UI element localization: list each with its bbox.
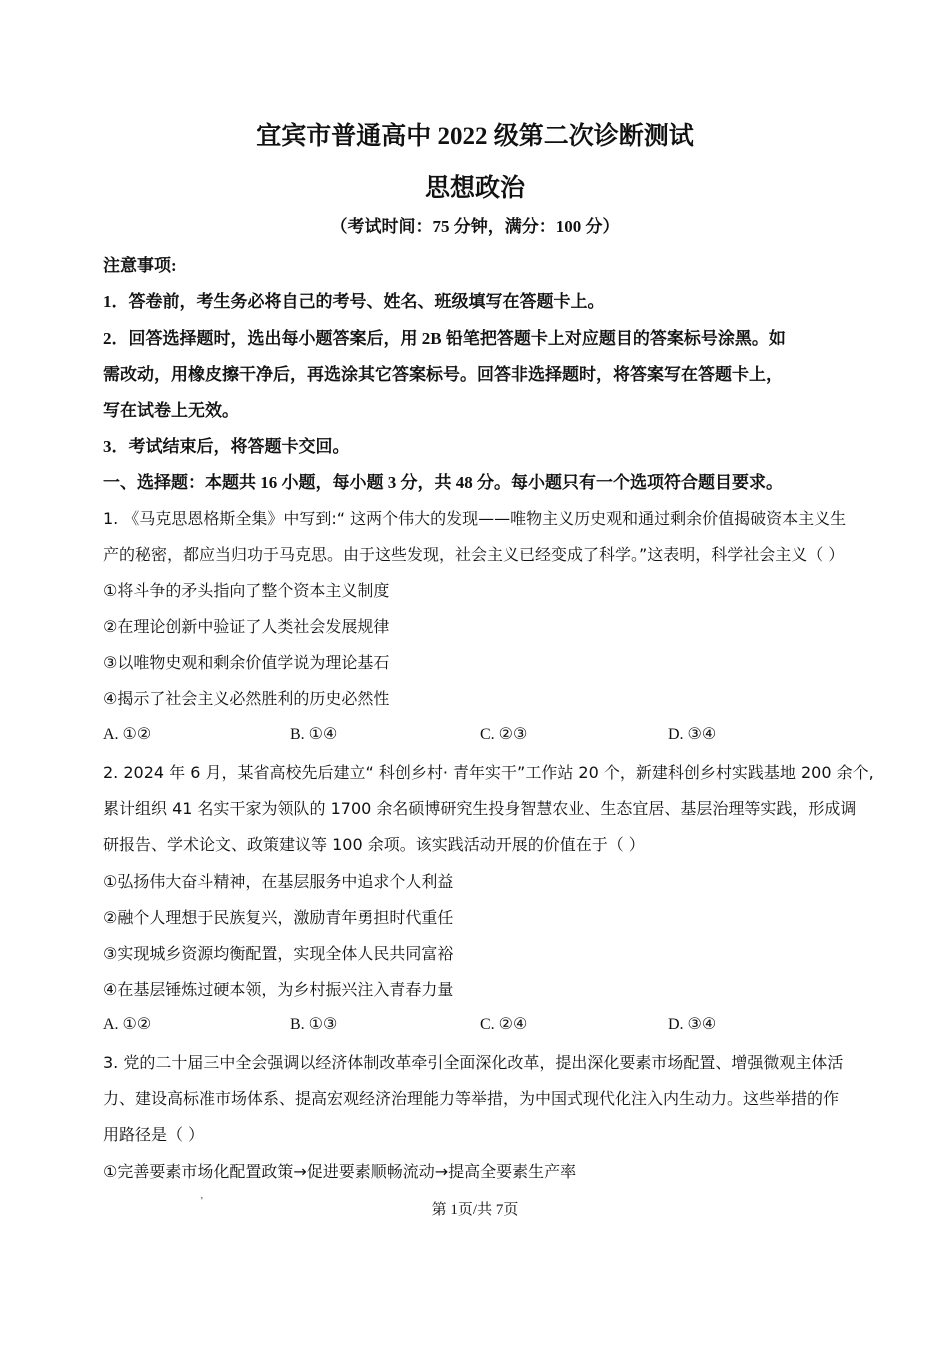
notice-item-2-line-3: 写在试卷上无效。 (103, 401, 239, 420)
q1-stem-line-2: 产的秘密，都应当归功于马克思。由于这些发现，社会主义已经变成了科学。”这表明，科学社会主义（ ） (103, 545, 845, 564)
q3-statement-1: ①完善要素市场化配置政策→促进要素顺畅流动→提高全要素生产率 (103, 1162, 577, 1181)
q2-option-c: C. ②④ (480, 1016, 528, 1033)
q2-statement-3: ③实现城乡资源均衡配置，实现全体人民共同富裕 (103, 944, 454, 963)
q2-stem-line-2: 累计组织 41 名实干家为领队的 1700 余名硕博研究生投身智慧农业、生态宜居、基层治理等实践，形成调 (103, 799, 857, 818)
q2-option-a: A. ①② (103, 1016, 152, 1033)
q1-option-d: D. ③④ (668, 726, 717, 743)
q2-option-b: B. ①③ (290, 1016, 338, 1033)
q2-statement-2: ②融个人理想于民族复兴，激励青年勇担时代重任 (103, 908, 454, 927)
q2-stem-line-3: 研报告、学术论文、政策建议等 100 余项。该实践活动开展的价值在于（ ） (103, 835, 645, 854)
q1-statement-4: ④揭示了社会主义必然胜利的历史必然性 (103, 689, 390, 708)
section-heading: 一、选择题：本题共 16 小题，每小题 3 分，共 48 分。每小题只有一个选项符合题目要求。 (103, 473, 783, 492)
notice-item-1: 1．答卷前，考生务必将自己的考号、姓名、班级填写在答题卡上。 (103, 292, 605, 311)
exam-title: 宜宾市普通高中 2022 级第二次诊断测试 (256, 123, 694, 150)
notice-item-2-line-1: 2．回答选择题时，选出每小题答案后，用 2B 铅笔把答题卡上对应题目的答案标号涂黑。如 (103, 329, 786, 348)
q1-option-b: B. ①④ (290, 726, 338, 743)
q1-stem-line-1: 1. 《马克思恩格斯全集》中写到:“ 这两个伟大的发现——唯物主义历史观和通过剩余价值揭破资本主义生 (103, 509, 847, 528)
notice-heading: 注意事项: (103, 256, 177, 275)
q1-statement-2: ②在理论创新中验证了人类社会发展规律 (103, 617, 390, 636)
q1-statement-3: ③以唯物史观和剩余价值学说为理论基石 (103, 653, 390, 672)
page-number: 第 1页/共 7页 (431, 1202, 519, 1218)
q3-stem-line-1: 3. 党的二十届三中全会强调以经济体制改革牵引全面深化改革，提出深化要素市场配置、增强微观主体活 (103, 1053, 844, 1072)
q1-option-a: A. ①② (103, 726, 152, 743)
q2-statement-4: ④在基层锤炼过硬本领，为乡村振兴注入青春力量 (103, 980, 454, 999)
q1-option-c: C. ②③ (480, 726, 528, 743)
q3-stem-line-2: 力、建设高标准市场体系、提高宏观经济治理能力等举措，为中国式现代化注入内生动力。这些举措的作 (103, 1089, 840, 1108)
notice-item-3: 3．考试结束后，将答题卡交回。 (103, 437, 350, 456)
q1-statement-1: ①将斗争的矛头指向了整个资本主义制度 (103, 581, 390, 600)
q2-statement-1: ①弘扬伟大奋斗精神，在基层服务中追求个人利益 (103, 872, 454, 891)
exam-info: （考试时间：75 分钟，满分：100 分） (330, 217, 620, 236)
subject-title: 思想政治 (424, 175, 525, 202)
q3-stem-line-3: 用路径是（ ） (103, 1125, 205, 1144)
notice-item-2-line-2: 需改动，用橡皮擦干净后，再选涂其它答案标号。回答非选择题时，将答案写在答题卡上， (103, 365, 783, 384)
q2-stem-line-1: 2. 2024 年 6 月，某省高校先后建立“ 科创乡村· 青年实干”工作站 20 个，新建科创乡村实践基地 200 余个, (103, 763, 874, 782)
footer-mark: ' (201, 1196, 203, 1207)
q2-option-d: D. ③④ (668, 1016, 717, 1033)
